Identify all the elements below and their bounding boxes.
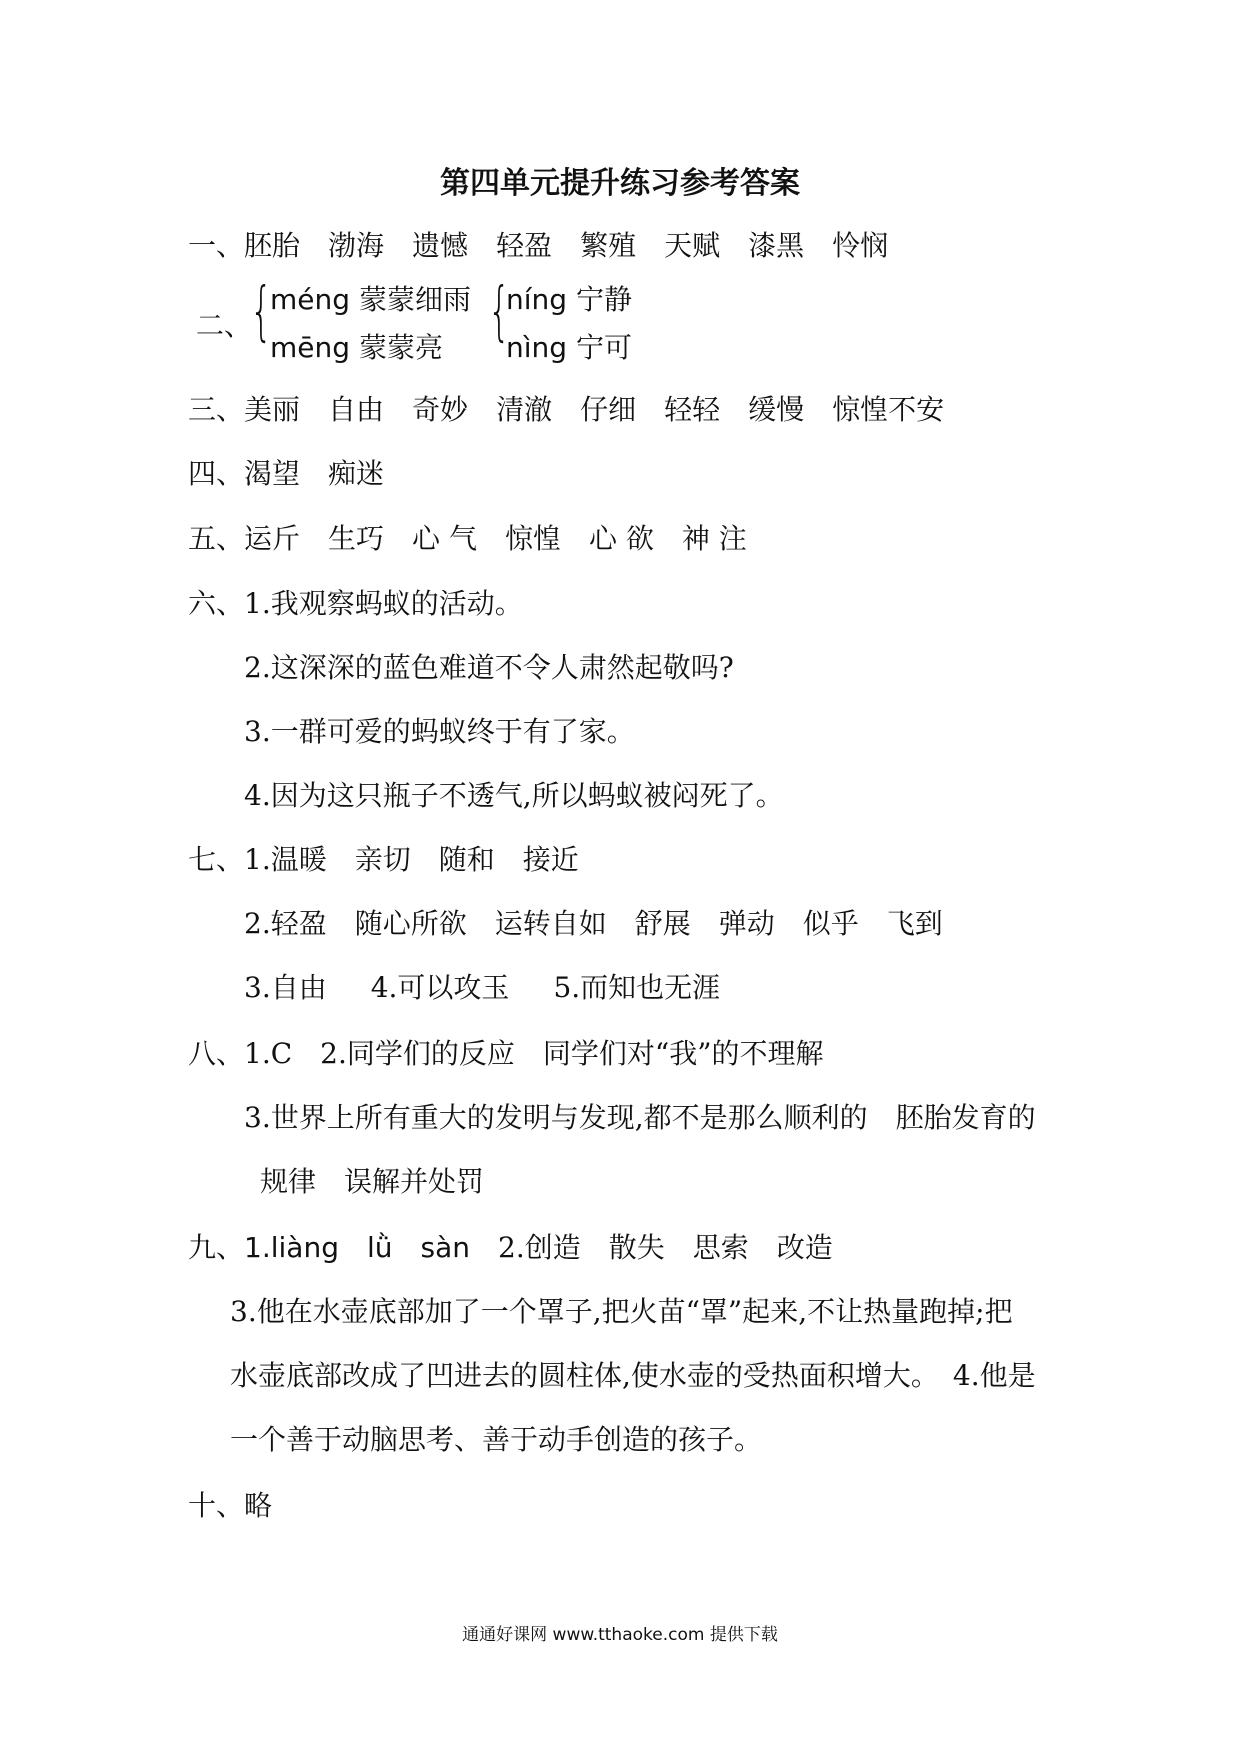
answer-9 xyxy=(188,1231,833,1264)
answer-1 xyxy=(188,229,889,262)
answer-word: 运转自如 xyxy=(494,907,607,940)
answer-word: 5.而知也无涯 xyxy=(553,971,721,1004)
answer-word: 3.自由 xyxy=(244,971,327,1004)
answer-word: 略 xyxy=(244,1489,273,1522)
answer-word: 轻轻 xyxy=(664,393,721,426)
answer-3 xyxy=(188,393,945,426)
answer-word: 渴望 xyxy=(244,457,301,490)
answer-word: 心 欲 xyxy=(588,522,654,555)
answer-word: 美丽 xyxy=(244,393,301,426)
page-title: 第四单元提升练习参考答案 xyxy=(440,166,800,201)
answer-word: 同学们对“我”的不理解 xyxy=(542,1037,824,1070)
answer-sentence: 4.因为这只瓶子不透气,所以蚂蚁被闷死了。 xyxy=(244,779,784,812)
answer-word: 神 注 xyxy=(681,522,747,555)
answer-sentence: 3.世界上所有重大的发明与发现,都不是那么顺利的 胚胎发育的 xyxy=(244,1101,1036,1134)
answer-word: 遗憾 xyxy=(412,229,469,262)
answer-4 xyxy=(188,457,385,490)
answer-word: 惊惶 xyxy=(504,522,561,555)
answer-2-a1 xyxy=(270,283,471,316)
answer-word: 随和 xyxy=(438,843,495,876)
answer-label: 四、 xyxy=(188,457,245,490)
footer-source: 通通好课网 www.tthaoke.com 提供下载 xyxy=(462,1625,778,1645)
pinyin: 1.liàng lǜ sàn xyxy=(244,1231,470,1264)
answer-word: 胚胎 xyxy=(244,229,301,262)
answer-word: 思索 xyxy=(692,1231,749,1264)
pinyin: méng xyxy=(270,283,351,316)
answer-6 xyxy=(188,587,523,620)
answer-sentence: 水壶底部改成了凹进去的圆柱体,使水壶的受热面积增大。 4.他是 xyxy=(230,1359,1036,1392)
left-brace-icon: { xyxy=(488,275,511,349)
answer-7 xyxy=(188,843,579,876)
answer-7-row3 xyxy=(244,971,721,1004)
answer-word: 1.C xyxy=(244,1037,293,1070)
answer-label: 三、 xyxy=(188,393,245,426)
answer-7-row2 xyxy=(244,907,943,940)
answer-sentence: 一个善于动脑思考、善于动手创造的孩子。 xyxy=(230,1423,763,1456)
answer-word: 繁殖 xyxy=(580,229,637,262)
answer-word: 缓慢 xyxy=(748,393,805,426)
answer-word: 自由 xyxy=(328,393,385,426)
answer-label: 七、 xyxy=(188,843,245,876)
answer-word: 舒展 xyxy=(634,907,691,940)
answer-word: 蒙蒙亮 xyxy=(358,331,443,364)
answer-word: 仔细 xyxy=(580,393,637,426)
answer-label: 六、 xyxy=(188,587,245,620)
answer-word: 2.同学们的反应 xyxy=(320,1037,515,1070)
answer-word: 似乎 xyxy=(802,907,859,940)
answer-word: 宁静 xyxy=(575,283,632,316)
answer-2-a2 xyxy=(270,331,443,364)
answer-word: 散失 xyxy=(608,1231,665,1264)
answer-sentence: 3.一群可爱的蚂蚁终于有了家。 xyxy=(244,715,635,748)
answer-5 xyxy=(188,522,747,555)
answer-word: 弹动 xyxy=(718,907,775,940)
answer-label: 一、 xyxy=(188,229,245,262)
answer-sentence: 2.这深深的蓝色难道不令人肃然起敬吗? xyxy=(244,651,734,684)
answer-word: 宁可 xyxy=(575,331,632,364)
answer-2-b2 xyxy=(506,331,632,364)
answer-word: 2.创造 xyxy=(498,1231,581,1264)
answer-label: 八、 xyxy=(188,1037,245,1070)
answer-word: 惊惶不安 xyxy=(832,393,945,426)
answer-word: 漆黑 xyxy=(748,229,805,262)
answer-word: 清澈 xyxy=(496,393,553,426)
answer-word: 心 气 xyxy=(412,522,477,555)
answer-2-label: 二、 xyxy=(196,309,253,342)
answer-word: 轻盈 xyxy=(496,229,553,262)
answer-sentence: 3.他在水壶底部加了一个罩子,把火苗“罩”起来,不让热量跑掉;把 xyxy=(230,1295,1013,1328)
answer-word: 怜悯 xyxy=(832,229,889,262)
answer-label: 五、 xyxy=(188,522,245,555)
answer-10 xyxy=(188,1489,273,1522)
answer-word: 天赋 xyxy=(664,229,721,262)
answer-word: 飞到 xyxy=(886,907,943,940)
answer-2-b1 xyxy=(506,283,632,316)
pinyin: nìng xyxy=(506,331,568,364)
answer-word: 接近 xyxy=(522,843,579,876)
answer-label: 十、 xyxy=(188,1489,245,1522)
answer-sentence: 规律 误解并处罚 xyxy=(260,1165,485,1198)
answer-sentence: 1.我观察蚂蚁的活动。 xyxy=(244,587,523,620)
answer-word: 随心所欲 xyxy=(354,907,467,940)
answer-word: 蒙蒙细雨 xyxy=(358,283,471,316)
answer-word: 2.轻盈 xyxy=(244,907,327,940)
answer-label: 九、 xyxy=(188,1231,245,1264)
answer-word: 运斤 xyxy=(244,522,301,555)
answer-word: 亲切 xyxy=(354,843,411,876)
answer-word: 奇妙 xyxy=(412,393,469,426)
answer-word: 改造 xyxy=(776,1231,833,1264)
answer-word: 渤海 xyxy=(328,229,385,262)
pinyin: níng xyxy=(506,283,568,316)
answer-word: 痴迷 xyxy=(328,457,385,490)
answer-word: 1.温暖 xyxy=(244,843,327,876)
answer-word: 生巧 xyxy=(328,522,385,555)
answer-8 xyxy=(188,1037,824,1070)
left-brace-icon: { xyxy=(250,275,273,349)
answer-word: 4.可以攻玉 xyxy=(370,971,510,1004)
pinyin: mēng xyxy=(270,331,351,364)
